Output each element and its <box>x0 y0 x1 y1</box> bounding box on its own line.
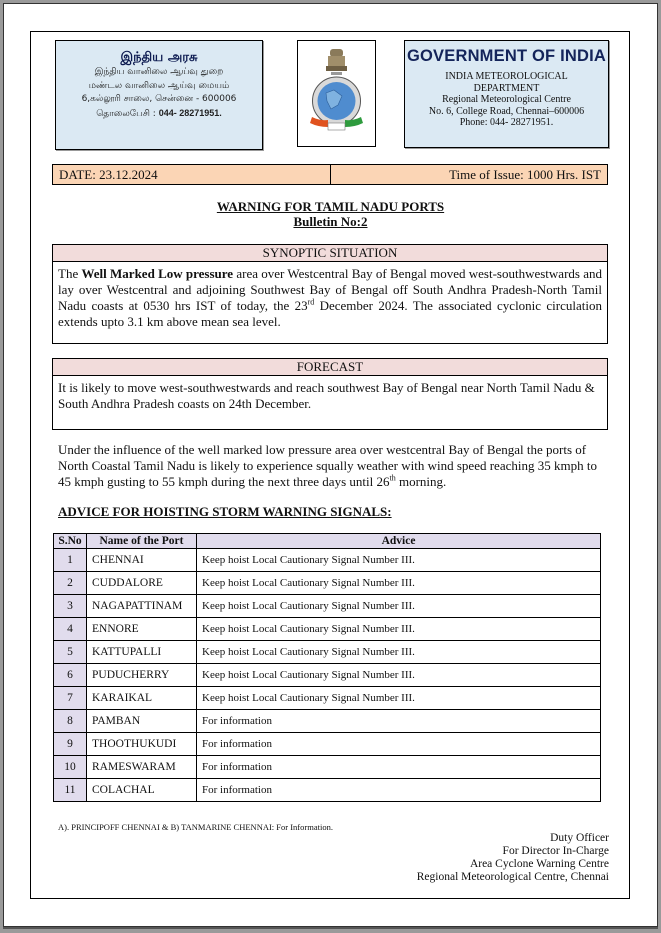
forecast-section <box>52 358 608 430</box>
signature-line: Regional Meteorological Centre, Chennai <box>416 871 609 883</box>
issue-date: DATE: 23.12.2024 <box>53 165 331 184</box>
row-port: KARAIKAL <box>87 687 197 710</box>
table-row <box>54 595 601 618</box>
synoptic-section <box>52 244 608 344</box>
row-sno: 5 <box>54 641 87 664</box>
synoptic-bold-text: Well Marked Low pressure <box>81 266 234 281</box>
row-sno: 7 <box>54 687 87 710</box>
tamil-phone-value: 044- 28271951. <box>158 107 222 118</box>
imd-emblem-icon <box>298 41 375 146</box>
row-advice: Keep hoist Local Cautionary Signal Number III. <box>197 549 601 572</box>
bulletin-number: Bulletin No:2 <box>293 214 368 229</box>
row-advice: For information <box>197 733 601 756</box>
influence-text: Under the influence of the well marked low pressure area over westcentral Bay of Bengal the ports of North Coastal Tamil Nadu is likely to experience squally weather with wind speed reaching 35 kmph to 45 kmph gusting to 55 kmph during the next three days until 26 <box>58 442 597 489</box>
row-sno: 1 <box>54 549 87 572</box>
row-sno: 10 <box>54 756 87 779</box>
department-line: INDIA METEOROLOGICAL <box>445 71 568 82</box>
row-port: KATTUPALLI <box>87 641 197 664</box>
forecast-text: It is likely to move west-southwestwards and reach southwest Bay of Bengal near North Tamil Nadu & South Andhra Pradesh coasts on 24th December. <box>58 380 595 411</box>
signature-line: For Director In-Charge <box>502 845 609 857</box>
forecast-heading: FORECAST <box>53 359 607 376</box>
row-advice: Keep hoist Local Cautionary Signal Number III. <box>197 641 601 664</box>
tamil-title: இந்திய அரசு <box>120 50 198 65</box>
row-advice: Keep hoist Local Cautionary Signal Number III. <box>197 618 601 641</box>
tamil-line: 6,கல்லூரி சாலை, சென்னை - 600006 <box>81 94 237 104</box>
synoptic-text <box>53 262 607 330</box>
government-title: GOVERNMENT OF INDIA <box>406 47 607 65</box>
advice-title: ADVICE FOR HOISTING STORM WARNING SIGNALS: <box>58 504 392 519</box>
table-row <box>54 779 601 802</box>
english-header-box <box>404 40 609 148</box>
table-row <box>54 549 601 572</box>
table-row <box>54 641 601 664</box>
ordinal-suffix: th <box>389 473 396 483</box>
row-port: NAGAPATTINAM <box>87 595 197 618</box>
address-line: No. 6, College Road, Chennai–600006 <box>428 105 585 117</box>
row-sno: 8 <box>54 710 87 733</box>
row-port: PAMBAN <box>87 710 197 733</box>
table-header-row <box>54 534 601 549</box>
row-sno: 11 <box>54 779 87 802</box>
table-row <box>54 710 601 733</box>
row-sno: 2 <box>54 572 87 595</box>
row-port: PUDUCHERRY <box>87 664 197 687</box>
warning-title: WARNING FOR TAMIL NADU PORTS <box>216 199 445 214</box>
influence-paragraph <box>58 442 604 490</box>
row-port: CUDDALORE <box>87 572 197 595</box>
table-row <box>54 664 601 687</box>
row-sno: 6 <box>54 664 87 687</box>
signature-line: Area Cyclone Warning Centre <box>469 858 609 870</box>
date-bar <box>52 164 608 185</box>
tamil-line: மண்டல வானிலை ஆய்வு மையம் <box>88 80 230 91</box>
row-advice: For information <box>197 779 601 802</box>
signature-block <box>417 832 609 884</box>
row-advice: Keep hoist Local Cautionary Signal Number III. <box>197 595 601 618</box>
synoptic-heading: SYNOPTIC SITUATION <box>53 245 607 262</box>
synoptic-text-part: area over Westcentral Bay of Bengal moved west-southwestwards and lay over Westcentral and adjoining Southwest Bay of Bengal off South Andhra Pradesh-North Tamil Nadu coasts at 0530 hrs IST of today, the 23 <box>58 266 602 313</box>
department-line: DEPARTMENT <box>473 82 540 94</box>
phone-line: Phone: 044- 28271951. <box>459 117 554 128</box>
column-header-sno: S.No <box>54 534 87 549</box>
tamil-header-box <box>55 40 263 150</box>
tamil-phone-label: தொலைபேசி : <box>96 108 159 119</box>
logo-box <box>297 40 376 147</box>
time-of-issue: Time of Issue: 1000 Hrs. IST <box>449 167 601 182</box>
table-row <box>54 733 601 756</box>
table-row <box>54 618 601 641</box>
table-row <box>54 572 601 595</box>
column-header-advice: Advice <box>197 534 601 549</box>
table-row <box>54 687 601 710</box>
synoptic-text-part: December 2024. The associated cyclonic circulation extends upto 3.1 km above mean sea level. <box>58 298 602 329</box>
distribution-footnote: A). PRINCIPOFF CHENNAI & B) TANMARINE CHENNAI: For Information. <box>58 822 333 832</box>
column-header-port: Name of the Port <box>87 534 197 549</box>
row-port: THOOTHUKUDI <box>87 733 197 756</box>
row-advice: Keep hoist Local Cautionary Signal Number III. <box>197 664 601 687</box>
ordinal-suffix: rd <box>307 297 315 307</box>
tamil-line: இந்திய வானிலை ஆய்வு துறை <box>94 67 224 77</box>
row-port: COLACHAL <box>87 779 197 802</box>
row-port: RAMESWARAM <box>87 756 197 779</box>
synoptic-text-part: The <box>58 266 82 281</box>
centre-line: Regional Meteorological Centre <box>442 94 571 105</box>
row-advice: For information <box>197 710 601 733</box>
row-sno: 3 <box>54 595 87 618</box>
tamil-phone <box>56 107 262 122</box>
influence-text-end: morning. <box>395 474 447 489</box>
row-advice: Keep hoist Local Cautionary Signal Number III. <box>197 572 601 595</box>
row-sno: 4 <box>54 618 87 641</box>
signature-line: Duty Officer <box>550 832 609 844</box>
ports-table <box>53 533 601 802</box>
row-advice: For information <box>197 756 601 779</box>
table-row <box>54 756 601 779</box>
row-advice: Keep hoist Local Cautionary Signal Number III. <box>197 687 601 710</box>
row-port: CHENNAI <box>87 549 197 572</box>
row-port: ENNORE <box>87 618 197 641</box>
row-sno: 9 <box>54 733 87 756</box>
